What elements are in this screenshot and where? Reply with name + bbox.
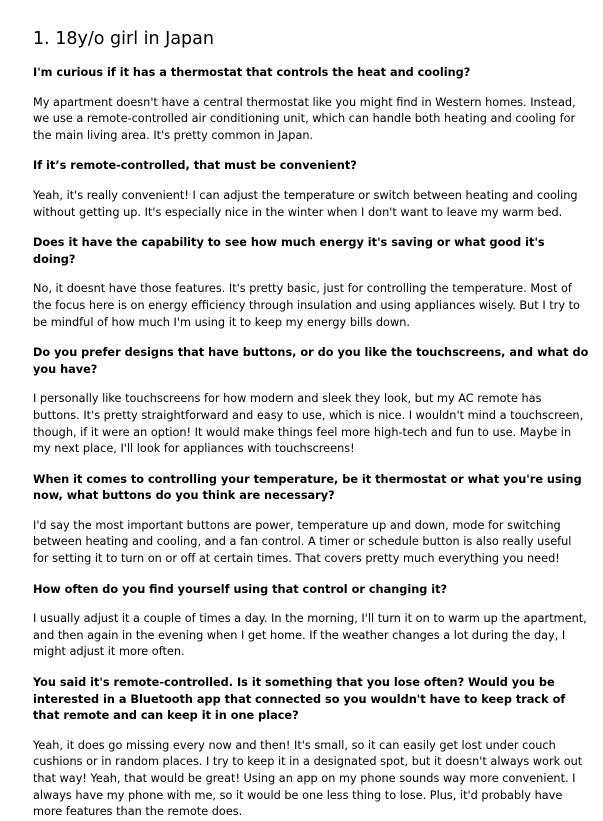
- qa-block: [33, 158, 589, 221]
- answer-text: I'd say the most important buttons are power, temperature up and down, mode for switching between heating and cooling, and a fan control. A timer or schedule button is also really useful for setting it to turn on or off at certain times. That covers pretty much everything you need!: [33, 518, 572, 566]
- question-text: If it’s remote-controlled, that must be convenient?: [33, 159, 357, 173]
- page-title: 1. 18y/o girl in Japan: [33, 29, 214, 49]
- answer-text: Yeah, it's really convenient! I can adjust the temperature or switch between heating and cooling without getting up. It's especially nice in the winter when I don't want to leave my warm bed.: [33, 188, 578, 219]
- answer-text: I usually adjust it a couple of times a day. In the morning, I'll turn it on to warm up the apartment, and then again in the evening when I get home. If the weather changes a lot during the day, I might adjust it more often.: [33, 612, 587, 659]
- answer-text: My apartment doesn't have a central thermostat like you might find in Western homes. Instead, we use a remote-controlled air conditioning unit, which can handle both heating and cooling for the main living area. It's pretty common in Japan.: [33, 95, 576, 142]
- question-text: I'm curious if it has a thermostat that controls the heat and cooling?: [33, 66, 471, 79]
- qa-block: [33, 472, 589, 568]
- question-text: Do you prefer designs that have buttons, or do you like the touchscreens, and what do you have?: [33, 346, 589, 376]
- qa-block: [33, 582, 589, 661]
- question-text: When it comes to controlling your temperature, be it thermostat or what you're using now, what buttons do you think are necessary?: [33, 472, 582, 503]
- answer-text: I personally like touchscreens for how modern and sleek they look, but my AC remote has buttons. It's pretty straightforward and easy to use, which is nice. I wouldn't mind a touchscreen, though, if it were an option! It would make things feel more high-tech and fun to use. Maybe in my next place, I'll look for appliances with touchscreens!: [33, 392, 584, 456]
- qa-block: [33, 65, 589, 144]
- answer-text: No, it doesnt have those features. It's pretty basic, just for controlling the temperature. Most of the focus here is on energy efficiency through insulation and using appliances wisely. But I try to be mindful of how much I'm using it to keep my energy bills down.: [33, 282, 580, 329]
- question-text: How often do you find yourself using that control or changing it?: [33, 582, 448, 596]
- question-text: Does it have the capability to see how much energy it's saving or what good it's doing?: [33, 236, 545, 266]
- question-text: You said it's remote-controlled. Is it something that you lose often? Would you be interested in a Bluetooth app that connected so you wouldn't have to keep track of that remote and can keep it in one place?: [33, 676, 566, 723]
- qa-block: [33, 235, 589, 331]
- qa-block: [33, 675, 589, 821]
- answer-text: Yeah, it does go missing every now and then! It's small, so it can easily get lost under couch cushions or in random places. I try to keep it in a designated spot, but it doesn't always work out that way! Yeah, that would be great! Using an app on my phone sounds way more convenient. I always have my phone with me, so it would be one less thing to lose. Plus, it'd probably have more features than the remote does.: [33, 738, 583, 819]
- qa-block: [33, 345, 589, 458]
